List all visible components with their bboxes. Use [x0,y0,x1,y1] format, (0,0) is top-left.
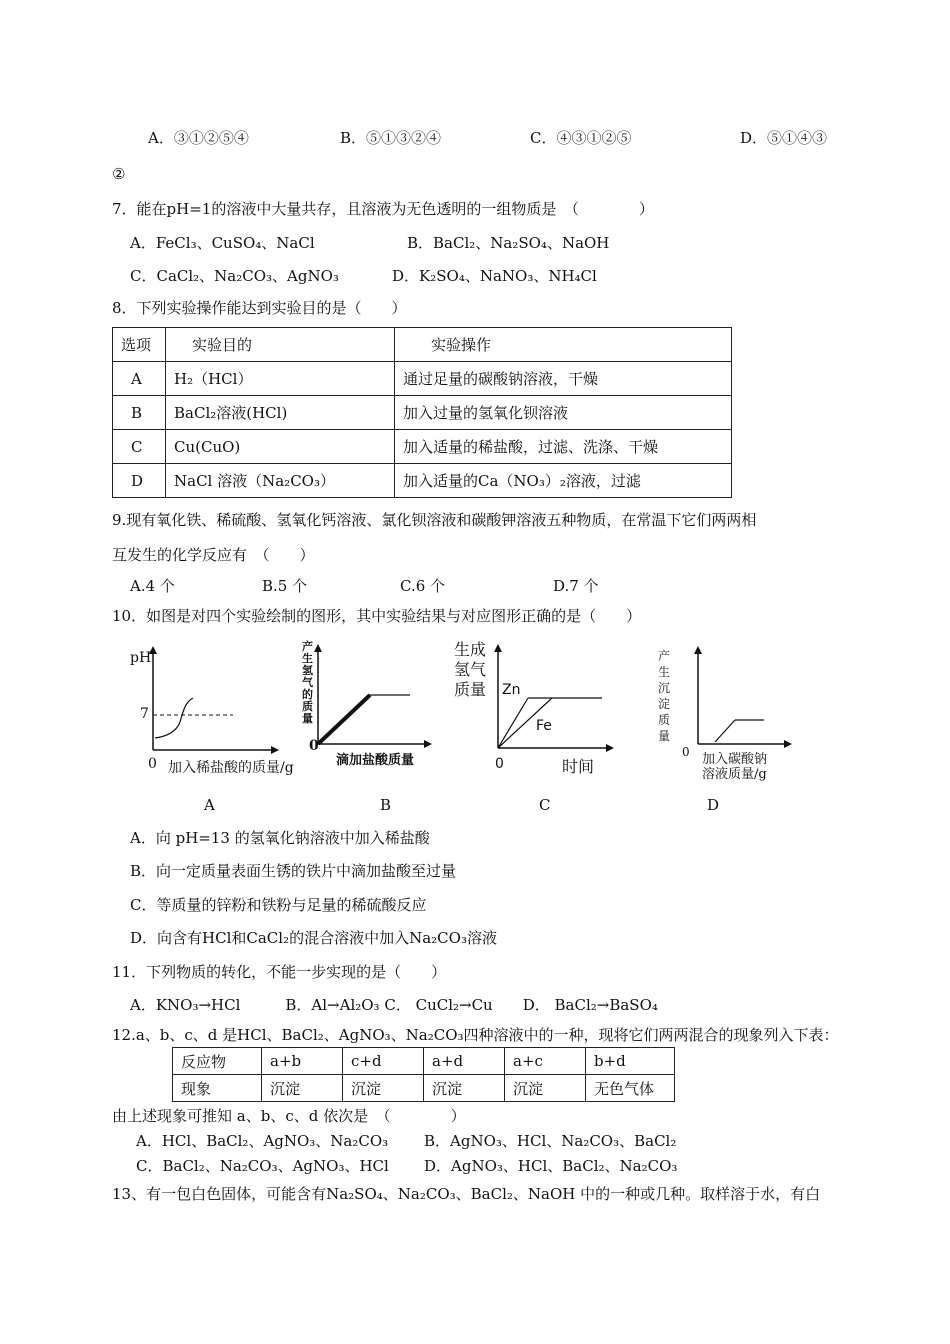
q7-option-d: D．K₂SO₄、NaNO₃、NH₄Cl [392,267,597,285]
table-cell: 现象 [173,1075,262,1102]
graph-b-caption: B [380,796,392,814]
table-row [113,362,732,396]
graph-a-mark-7: 7 [140,706,149,722]
q6-option-c: C．④③①②⑤ [530,129,632,147]
table-cell: C [113,430,166,464]
q12-option-a: A．HCl、BaCl₂、AgNO₃、Na₂CO₃ [136,1132,389,1150]
q6-option-d-wrap: ② [112,165,126,183]
graph-d-ylabel: 产生沉淀质量 [658,649,671,743]
table-row [173,1048,675,1075]
graph-a-ylabel: pH [130,650,152,666]
q8-stem: 8．下列实验操作能达到实验目的是（ ） [112,299,407,317]
q12-infer: 由上述现象可推知 a、b、c、d 依次是 （ ） [112,1107,466,1125]
table-row [113,464,732,498]
graph-c-origin: 0 [495,756,504,772]
graph-b-xlabel: 滴加盐酸质量 [336,753,415,768]
q8-table [112,327,732,498]
table-cell: BaCl₂溶液(HCl) [166,396,395,430]
q10-option-b: B．向一定质量表面生锈的铁片中滴加盐酸至过量 [130,862,457,880]
table-header-cell: 实验目的 [166,328,395,362]
graph-d-plot [670,640,800,760]
graph-c-series-fe: Fe [536,718,552,734]
q12-option-b: B．AgNO₃、HCl、Na₂CO₃、BaCl₂ [424,1132,677,1150]
q11-stem: 11．下列物质的转化，不能一步实现的是（ ） [112,963,447,981]
graph-c-caption: C [539,796,551,814]
table-header-row [113,328,732,362]
graph-a-origin: 0 [148,756,157,772]
graph-d-xlabel-line1: 加入碳酸钠 [702,752,768,767]
q6-option-d: D．⑤①④③ [740,129,828,147]
q9-option-c: C.6 个 [400,577,446,595]
graph-b-ylabel: 产生氢气的质量 [302,640,313,725]
q12-option-d: D．AgNO₃、HCl、BaCl₂、Na₂CO₃ [424,1157,678,1175]
q12-option-c: C．BaCl₂、Na₂CO₃、AgNO₃、HCl [136,1157,389,1175]
table-cell: 加入适量的Ca（NO₃）₂溶液，过滤 [395,464,732,498]
q10-stem: 10．如图是对四个实验绘制的图形，其中实验结果与对应图形正确的是（ ） [112,607,642,625]
table-row [113,396,732,430]
q9-option-a: A.4 个 [130,577,175,595]
table-cell: a+b [262,1048,343,1075]
table-cell: 反应物 [173,1048,262,1075]
table-cell: NaCl 溶液（Na₂CO₃） [166,464,395,498]
table-cell: a+d [424,1048,505,1075]
graph-a-caption: A [204,796,215,814]
table-cell: D [113,464,166,498]
graph-d-xlabel-line2: 溶液质量/g [702,767,767,782]
table-cell: 无色气体 [586,1075,675,1102]
q9-stem-line1: 9.现有氧化铁、稀硫酸、氢氧化钙溶液、氯化钡溶液和碳酸钾溶液五种物质，在常温下它们两两相 [112,511,757,529]
table-row [173,1075,675,1102]
table-cell: H₂（HCl） [166,362,395,396]
graph-c-ylabel: 生成氢气质量 [454,640,487,699]
graph-b-origin: 0 [309,738,319,754]
table-row [113,430,732,464]
table-cell: Cu(CuO) [166,430,395,464]
table-header-cell: 实验操作 [395,328,732,362]
graph-c-xlabel: 时间 [562,757,595,776]
graph-d-origin: 0 [682,745,690,759]
q12-stem: 12.a、b、c、d 是HCl、BaCl₂、AgNO₃、Na₂CO₃四种溶液中的一种，现将它们两两混合的现象列入下表： [112,1026,839,1044]
q6-option-a: A．③①②⑤④ [148,129,249,147]
graph-a-xlabel: 加入稀盐酸的质量/g [168,760,294,776]
table-cell: 沉淀 [343,1075,424,1102]
q9-option-d: D.7 个 [553,577,599,595]
table-cell: b+d [586,1048,675,1075]
q10-option-c: C．等质量的锌粉和铁粉与足量的稀硫酸反应 [130,896,427,914]
table-cell: A [113,362,166,396]
q10-option-a: A．向 pH=13 的氢氧化钠溶液中加入稀盐酸 [130,829,430,847]
q9-option-b: B.5 个 [262,577,308,595]
table-cell: 沉淀 [262,1075,343,1102]
graph-c-series-zn: Zn [502,682,521,698]
table-cell: 通过足量的碳酸钠溶液，干燥 [395,362,732,396]
q12-table [172,1047,675,1102]
graph-d-caption: D [707,796,720,814]
q6-option-b: B．⑤①③②④ [340,129,442,147]
graph-c-plot [480,640,620,760]
q13-stem: 13、有一包白色固体，可能含有Na₂SO₄、Na₂CO₃、BaCl₂、NaOH 中的一种或几种。取样溶于水，有白 [112,1185,821,1203]
q10-option-d: D．向含有HCl和CaCl₂的混合溶液中加入Na₂CO₃溶液 [130,929,497,947]
q11-options: A．KNO₃→HCl B．Al→Al₂O₃ C． CuCl₂→Cu D． BaCl₂→BaSO₄ [130,996,658,1014]
table-cell: 加入过量的氢氧化钡溶液 [395,396,732,430]
q9-stem-line2: 互发生的化学反应有 （ ） [112,546,315,564]
q7-stem: 7．能在pH=1的溶液中大量共存，且溶液为无色透明的一组物质是 （ ） [112,200,654,218]
table-cell: 加入适量的稀盐酸，过滤、洗涤、干燥 [395,430,732,464]
table-cell: a+c [505,1048,586,1075]
table-cell: c+d [343,1048,424,1075]
q7-option-b: B．BaCl₂、Na₂SO₄、NaOH [407,234,610,252]
q7-option-a: A．FeCl₃、CuSO₄、NaCl [130,234,315,252]
table-cell: 沉淀 [424,1075,505,1102]
table-header-cell: 选项 [113,328,166,362]
table-cell: B [113,396,166,430]
table-cell: 沉淀 [505,1075,586,1102]
q7-option-c: C．CaCl₂、Na₂CO₃、AgNO₃ [130,267,339,285]
